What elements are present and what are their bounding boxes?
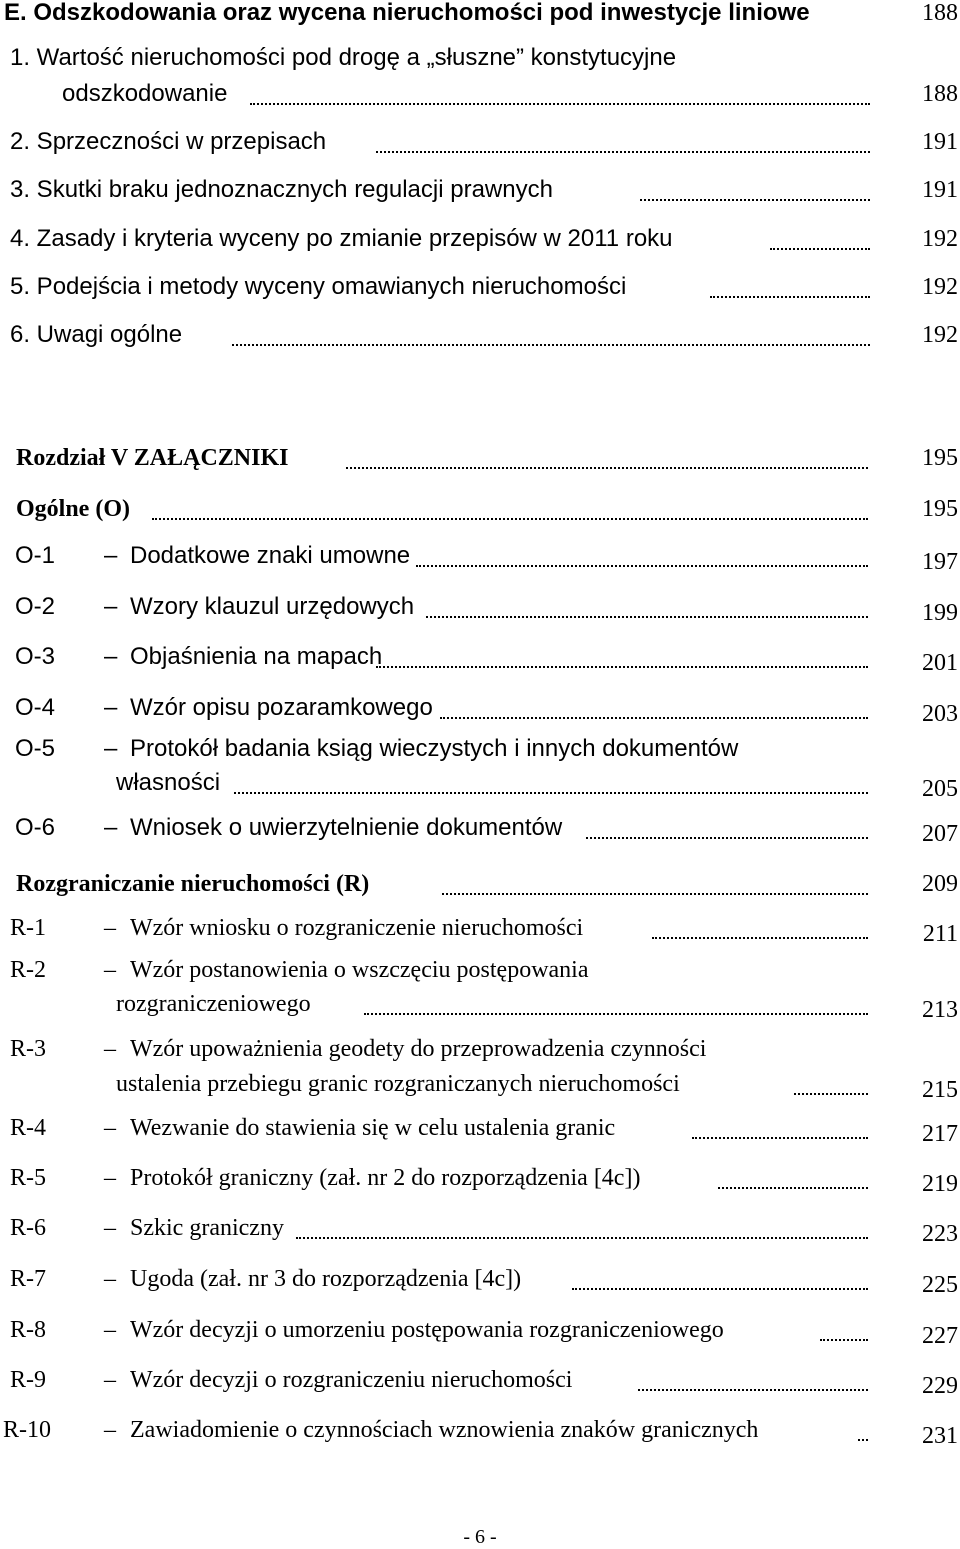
entry-dash: – xyxy=(104,1417,116,1443)
dot-leader xyxy=(416,565,868,567)
dot-leader xyxy=(710,296,870,298)
toc-page-number: 199 xyxy=(922,600,958,626)
toc-page-number: 192 xyxy=(922,322,958,348)
toc-page-number: 188 xyxy=(922,0,958,26)
entry-label: Zawiadomienie o czynnościach wznowienia znaków granicznych xyxy=(130,1417,759,1443)
entry-dash: – xyxy=(104,1367,116,1393)
entry-dash: – xyxy=(104,1266,116,1292)
toc-entry[interactable] xyxy=(0,765,960,801)
entry-label: Protokół badania ksiąg wieczystych i innych dokumentów xyxy=(130,735,739,762)
toc-entry[interactable] xyxy=(0,172,960,208)
toc-page-number: 207 xyxy=(922,821,958,847)
toc-entry[interactable] xyxy=(0,269,960,305)
entry-label: Protokół graniczny (zał. nr 2 do rozporządzenia [4c]) xyxy=(130,1165,641,1191)
entry-label: ustalenia przebiegu granic rozgraniczanych nieruchomości xyxy=(116,1071,680,1097)
entry-label: rozgraniczeniowego xyxy=(116,991,311,1017)
toc-entry-label: 6. Uwagi ogólne xyxy=(10,321,183,348)
toc-page-number: 229 xyxy=(922,1373,958,1399)
toc-entry-label: 3. Skutki braku jednoznacznych regulacji prawnych xyxy=(10,176,553,203)
toc-page-number: 188 xyxy=(922,81,958,107)
entry-code: R-7 xyxy=(10,1266,46,1292)
page-footer: - 6 - xyxy=(463,1526,497,1548)
entry-label: Dodatkowe znaki umowne xyxy=(130,542,411,569)
entry-label: własności xyxy=(116,769,221,796)
entry-code: O-5 xyxy=(15,735,56,762)
toc-page-number: 213 xyxy=(922,997,958,1023)
entry-label: Objaśnienia na mapach xyxy=(130,643,383,670)
toc-entry[interactable] xyxy=(0,1362,960,1398)
dot-leader xyxy=(586,837,868,839)
group-title: Ogólne (O) xyxy=(16,496,130,522)
toc-page-number: 195 xyxy=(922,445,958,471)
dot-leader xyxy=(640,199,870,201)
group-title: Rozgraniczanie nieruchomości (R) xyxy=(16,871,370,897)
toc-page-number: 205 xyxy=(922,776,958,802)
toc-entry[interactable] xyxy=(0,221,960,257)
entry-dash: – xyxy=(104,593,118,620)
toc-page-number: 191 xyxy=(922,177,958,203)
chapter-title: Rozdział V ZAŁĄCZNIKI xyxy=(16,445,289,471)
toc-page-number: 203 xyxy=(922,701,958,727)
dot-leader xyxy=(234,792,868,794)
toc-entry[interactable] xyxy=(0,1031,960,1067)
toc-page-number: 191 xyxy=(922,129,958,155)
dot-leader xyxy=(638,1389,868,1391)
toc-heading-label: E. Odszkodowania oraz wycena nieruchomości pod inwestycje liniowe xyxy=(4,0,810,26)
toc-heading-e xyxy=(0,0,960,31)
toc-chapter[interactable] xyxy=(0,440,960,476)
entry-code: O-4 xyxy=(15,694,56,721)
toc-entry[interactable] xyxy=(0,1412,960,1448)
dot-leader xyxy=(346,467,868,469)
entry-dash: – xyxy=(104,542,118,569)
entry-code: R-4 xyxy=(10,1115,46,1141)
dot-leader xyxy=(250,103,870,105)
entry-dash: – xyxy=(104,957,116,983)
toc-entry-label: 1. Wartość nieruchomości pod drogę a „słuszne” konstytucyjne xyxy=(10,44,677,71)
entry-label: Wzór decyzji o rozgraniczeniu nieruchomości xyxy=(130,1367,573,1393)
entry-dash: – xyxy=(104,643,118,670)
toc-page-number: 195 xyxy=(922,496,958,522)
dot-leader xyxy=(858,1439,868,1441)
toc-page-number: 201 xyxy=(922,650,958,676)
entry-code: R-10 xyxy=(3,1417,51,1443)
dot-leader xyxy=(794,1093,868,1095)
entry-code: R-8 xyxy=(10,1317,46,1343)
toc-entry[interactable] xyxy=(0,317,960,353)
entry-code: O-1 xyxy=(15,542,56,569)
toc-entry[interactable] xyxy=(0,1160,960,1196)
entry-dash: – xyxy=(104,1115,116,1141)
toc-entry[interactable] xyxy=(0,40,960,76)
toc-entry[interactable] xyxy=(0,124,960,160)
toc-entry[interactable] xyxy=(0,589,960,625)
toc-page-number: 231 xyxy=(922,1423,958,1449)
toc-page-number: 219 xyxy=(922,1171,958,1197)
entry-label: Wzór opisu pozaramkowego xyxy=(130,694,433,721)
entry-code: O-6 xyxy=(15,814,56,841)
entry-code: O-2 xyxy=(15,593,56,620)
toc-entry-label: 2. Sprzeczności w przepisach xyxy=(10,128,327,155)
entry-code: R-1 xyxy=(10,915,46,941)
toc-page-number: 197 xyxy=(922,549,958,575)
toc-entry-label: odszkodowanie xyxy=(62,80,228,107)
toc-entry-label: 5. Podejścia i metody wyceny omawianych nieruchomości xyxy=(10,273,627,300)
dot-leader xyxy=(152,518,868,520)
dot-leader xyxy=(376,151,870,153)
dot-leader xyxy=(770,248,870,250)
toc-entry[interactable] xyxy=(0,1210,960,1246)
toc-entry[interactable] xyxy=(0,952,960,988)
toc-page-number: 225 xyxy=(922,1272,958,1298)
toc-entry[interactable] xyxy=(0,731,960,767)
dot-leader xyxy=(440,717,868,719)
dot-leader xyxy=(376,666,868,668)
toc-entry-label: 4. Zasady i kryteria wyceny po zmianie przepisów w 2011 roku xyxy=(10,225,673,252)
toc-entry[interactable] xyxy=(0,639,960,675)
entry-label: Wzór decyzji o umorzeniu postępowania rozgraniczeniowego xyxy=(130,1317,724,1343)
entry-label: Wzór wniosku o rozgraniczenie nieruchomości xyxy=(130,915,584,941)
toc-page-number: 217 xyxy=(922,1121,958,1147)
entry-code: R-9 xyxy=(10,1367,46,1393)
entry-code: R-2 xyxy=(10,957,46,983)
dot-leader xyxy=(718,1187,868,1189)
entry-label: Wzór upoważnienia geodety do przeprowadzenia czynności xyxy=(130,1036,707,1062)
toc-entry[interactable] xyxy=(0,1312,960,1348)
entry-label: Ugoda (zał. nr 3 do rozporządzenia [4c]) xyxy=(130,1266,522,1292)
entry-dash: – xyxy=(104,1215,116,1241)
toc-entry[interactable] xyxy=(0,1110,960,1146)
entry-dash: – xyxy=(104,1165,116,1191)
entry-dash: – xyxy=(104,1317,116,1343)
entry-code: O-3 xyxy=(15,643,56,670)
entry-dash: – xyxy=(104,1036,116,1062)
toc-entry[interactable] xyxy=(0,690,960,726)
toc-page-number: 192 xyxy=(922,226,958,252)
dot-leader xyxy=(426,616,868,618)
entry-dash: – xyxy=(104,694,118,721)
toc-entry[interactable] xyxy=(0,986,960,1022)
entry-label: Wzór postanowienia o wszczęciu postępowania xyxy=(130,957,589,983)
entry-label: Wniosek o uwierzytelnienie dokumentów xyxy=(130,814,563,841)
entry-label: Wzory klauzul urzędowych xyxy=(130,593,415,620)
dot-leader xyxy=(652,937,868,939)
dot-leader xyxy=(572,1288,868,1290)
toc-page-number: 209 xyxy=(922,871,958,897)
entry-label: Wezwanie do stawienia się w celu ustalenia granic xyxy=(130,1115,616,1141)
toc-page-number: 211 xyxy=(922,921,958,947)
toc-entry[interactable] xyxy=(0,810,960,846)
toc-group[interactable] xyxy=(0,491,960,527)
toc-page-number: 192 xyxy=(922,274,958,300)
entry-dash: – xyxy=(104,814,118,841)
toc-entry[interactable] xyxy=(0,538,960,574)
entry-code: R-6 xyxy=(10,1215,46,1241)
dot-leader xyxy=(692,1137,868,1139)
dot-leader xyxy=(364,1013,868,1015)
entry-code: R-3 xyxy=(10,1036,46,1062)
entry-dash: – xyxy=(104,735,118,762)
toc-page-number: 227 xyxy=(922,1323,958,1349)
toc-entry[interactable] xyxy=(0,76,960,112)
entry-dash: – xyxy=(104,915,116,941)
toc-entry[interactable] xyxy=(0,910,960,946)
dot-leader xyxy=(232,344,870,346)
toc-entry[interactable] xyxy=(0,1261,960,1297)
toc-page-number: 223 xyxy=(922,1221,958,1247)
entry-code: R-5 xyxy=(10,1165,46,1191)
toc-group[interactable] xyxy=(0,866,960,902)
toc-page-number: 215 xyxy=(922,1077,958,1103)
dot-leader xyxy=(820,1339,868,1341)
entry-label: Szkic graniczny xyxy=(130,1215,284,1241)
dot-leader xyxy=(442,893,868,895)
dot-leader xyxy=(296,1237,868,1239)
toc-entry[interactable] xyxy=(0,1066,960,1102)
